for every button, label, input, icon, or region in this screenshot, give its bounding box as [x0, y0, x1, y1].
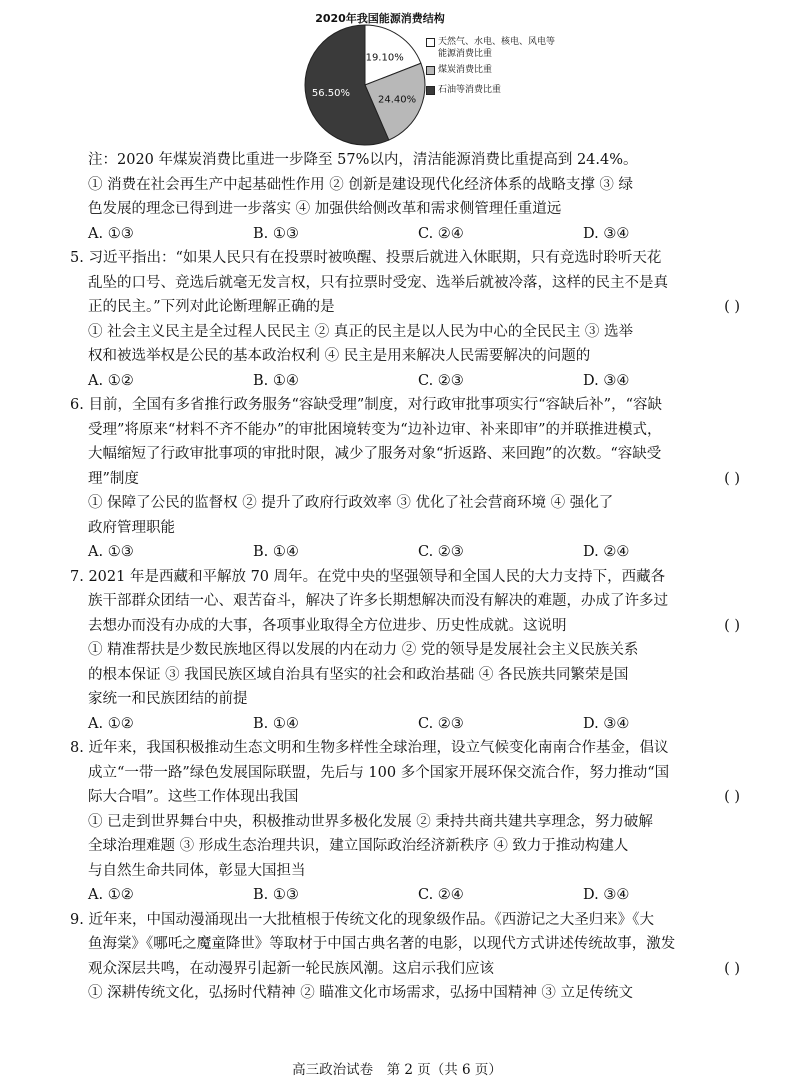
q6-stem-text: 理”制度: [88, 470, 139, 487]
chart-title: 2020年我国能源消费结构: [315, 12, 445, 25]
answer-paren: ( ): [724, 470, 740, 487]
q8-option-c[interactable]: C. ②④: [418, 887, 464, 903]
q6-options: [88, 540, 748, 565]
page-footer: 高三政治试卷 第 2 页（共 6 页）: [292, 1062, 502, 1078]
legend-label-coal: 煤炭消费比重: [438, 65, 493, 75]
q6-stem-line-4: [88, 467, 748, 492]
answer-paren: ( ): [724, 789, 740, 805]
q4-option-b[interactable]: B. ①③: [253, 225, 299, 242]
q5-stem-line-3: [88, 295, 748, 320]
q8-stem-text: 际大合唱”。这些工作体现出我国: [88, 789, 299, 805]
q9-stem-line-1: 9. 近年来，中国动漫涌现出一大批植根于传统文化的现象级作品。《西游记之大圣归来》《大: [70, 911, 654, 928]
q5-stem-text: 正的民主。”下列对此论断理解正确的是: [88, 299, 335, 315]
q5-stem-line-1: 5. 习近平指出：“如果人民只有在投票时被唤醒、投票后就进入休眠期，只有竞选时聆听天花: [70, 250, 662, 266]
q9-stem-text: 观众深层共鸣，在动漫界引起新一轮民族风潮。这启示我们应该: [88, 960, 494, 977]
answer-paren: ( ): [724, 299, 740, 315]
q6-stem-line-3: 大幅缩短了行政审批事项的审批时限，减少了服务对象“折返路、来回跑”的次数。“容缺受: [88, 446, 662, 462]
q7-stem-line-2: 族干部群众团结一心、艰苦奋斗，解决了许多长期想解决而没有解决的难题，办成了许多过: [88, 593, 668, 609]
q7-stem-text: 去想办而没有办成的大事，各项事业取得全方位进步、历史性成就。这说明: [88, 617, 567, 634]
q7-option-a[interactable]: A. ①②: [88, 715, 134, 732]
q9-stem-line-2: 鱼海棠》《哪吒之魔童降世》等取材于中国古典名著的电影，以现代方式讲述传统故事，激发: [88, 936, 676, 952]
legend-item-coal: [426, 64, 556, 76]
q6-option-a[interactable]: A. ①③: [88, 544, 134, 560]
q5-statements-line-1: ① 社会主义民主是全过程人民民主 ② 真正的民主是以人民为中心的全民民主 ③ 选举: [88, 323, 634, 340]
answer-paren: ( ): [724, 960, 740, 977]
energy-pie-chart: [0, 0, 794, 150]
q5-option-c[interactable]: C. ②③: [418, 372, 464, 389]
q8-option-d[interactable]: D. ③④: [583, 887, 630, 903]
q6-statements-line-2: 政府管理职能: [88, 519, 175, 536]
q7-stem-line-3: [88, 614, 748, 639]
q4-statements-line-2: 色发展的理念已得到进一步落实 ④ 加强供给侧改革和需求侧管理任重道远: [88, 201, 562, 217]
document-body: [70, 148, 748, 1006]
q8-options: [88, 883, 748, 908]
q8-stem-line-1: 8. 近年来，我国积极推动生态文明和生物多样性全球治理，设立气候变化南南合作基金，倡议: [70, 740, 669, 756]
q5-options: [88, 369, 748, 394]
q8-statements-line-2: 全球治理难题 ③ 形成生态治理共识，建立国际政治经济新秩序 ④ 致力于推动构建人: [88, 838, 629, 854]
q8-option-a[interactable]: A. ①②: [88, 887, 134, 903]
legend-item-clean: [426, 36, 556, 60]
q8-statements-line-3: 与自然生命共同体，彰显大国担当: [88, 862, 306, 879]
q7-statements-line-3: 家统一和民族团结的前提: [88, 691, 248, 707]
q8-stem-line-3: [88, 785, 748, 810]
q7-option-b[interactable]: B. ①④: [253, 715, 299, 732]
pie-svg: [0, 0, 794, 150]
q6-option-b[interactable]: B. ①④: [253, 544, 299, 560]
pie-label-1: 24.40%: [378, 94, 417, 106]
q6-option-d[interactable]: D. ②④: [583, 544, 630, 560]
chart-note: 注：2020 年煤炭消费比重进一步降至 57%以内，清洁能源消费比重提高到 24.4%。: [88, 152, 638, 168]
q9-stem-line-3: [88, 957, 748, 982]
q5-option-b[interactable]: B. ①④: [253, 372, 299, 389]
q4-options: [88, 222, 748, 247]
q4-option-a[interactable]: A. ①③: [88, 225, 134, 242]
q5-option-a[interactable]: A. ①②: [88, 372, 134, 389]
answer-paren: ( ): [724, 617, 740, 634]
pie-label-0: 19.10%: [365, 52, 404, 64]
legend-swatch-coal: [426, 66, 435, 75]
chart-legend: [426, 36, 556, 100]
q5-stem-line-2: 乱坠的口号、竞选后就毫无发言权，只有拉票时受宠、选举后就被冷落，这样的民主不是真: [88, 274, 668, 291]
q5-option-d[interactable]: D. ③④: [583, 372, 630, 389]
legend-item-oil: [426, 84, 556, 96]
q6-stem-line-2: 受理”将原来“材料不齐不能办”的审批困境转变为“边补边审、补来即审”的并联推进模式，: [88, 421, 662, 438]
q6-stem-line-1: 6. 目前，全国有多省推行政务服务“容缺受理”制度，对行政审批事项实行“容缺后补”，“容缺: [70, 397, 663, 413]
q5-statements-line-2: 权和被选举权是公民的基本政治权利 ④ 民主是用来解决人民需要解决的问题的: [88, 348, 591, 364]
q4-option-c[interactable]: C. ②④: [418, 225, 464, 242]
q9-statements-line-1: ① 深耕传统文化，弘扬时代精神 ② 瞄准文化市场需求，弘扬中国精神 ③ 立足传统文: [88, 985, 634, 1001]
legend-label-oil: 石油等消费比重: [438, 85, 502, 95]
q6-option-c[interactable]: C. ②③: [418, 544, 464, 560]
q7-statements-line-2: 的根本保证 ③ 我国民族区域自治具有坚实的社会和政治基础 ④ 各民族共同繁荣是国: [88, 666, 629, 683]
q7-stem-line-1: 7. 2021 年是西藏和平解放 70 周年。在党中央的坚强领导和全国人民的大力支持下，西藏各: [70, 568, 666, 585]
q7-option-c[interactable]: C. ②③: [418, 715, 464, 732]
q8-option-b[interactable]: B. ①③: [253, 887, 299, 903]
pie-label-2: 56.50%: [311, 88, 350, 100]
legend-swatch-clean: [426, 38, 435, 47]
q7-statements-line-1: ① 精准帮扶是少数民族地区得以发展的内在动力 ② 党的领导是发展社会主义民族关系: [88, 642, 639, 658]
q7-option-d[interactable]: D. ③④: [583, 715, 630, 732]
q8-stem-line-2: 成立“一带一路”绿色发展国际联盟，先后与 100 多个国家开展环保交流合作，努力推动“国: [88, 764, 670, 781]
q6-statements-line-1: ① 保障了公民的监督权 ② 提升了政府行政效率 ③ 优化了社会营商环境 ④ 强化了: [88, 495, 614, 511]
legend-swatch-oil: [426, 86, 435, 95]
q7-options: [88, 712, 748, 737]
q4-statements-line-1: ① 消费在社会再生产中起基础性作用 ② 创新是建设现代化经济体系的战略支撑 ③ 绿: [88, 176, 634, 193]
q4-option-d[interactable]: D. ③④: [583, 225, 630, 242]
legend-label-clean: 天然气、水电、核电、风电等能源消费比重: [438, 37, 556, 59]
q8-statements-line-1: ① 已走到世界舞台中央，积极推动世界多极化发展 ② 秉持共商共建共享理念，努力破解: [88, 813, 653, 830]
